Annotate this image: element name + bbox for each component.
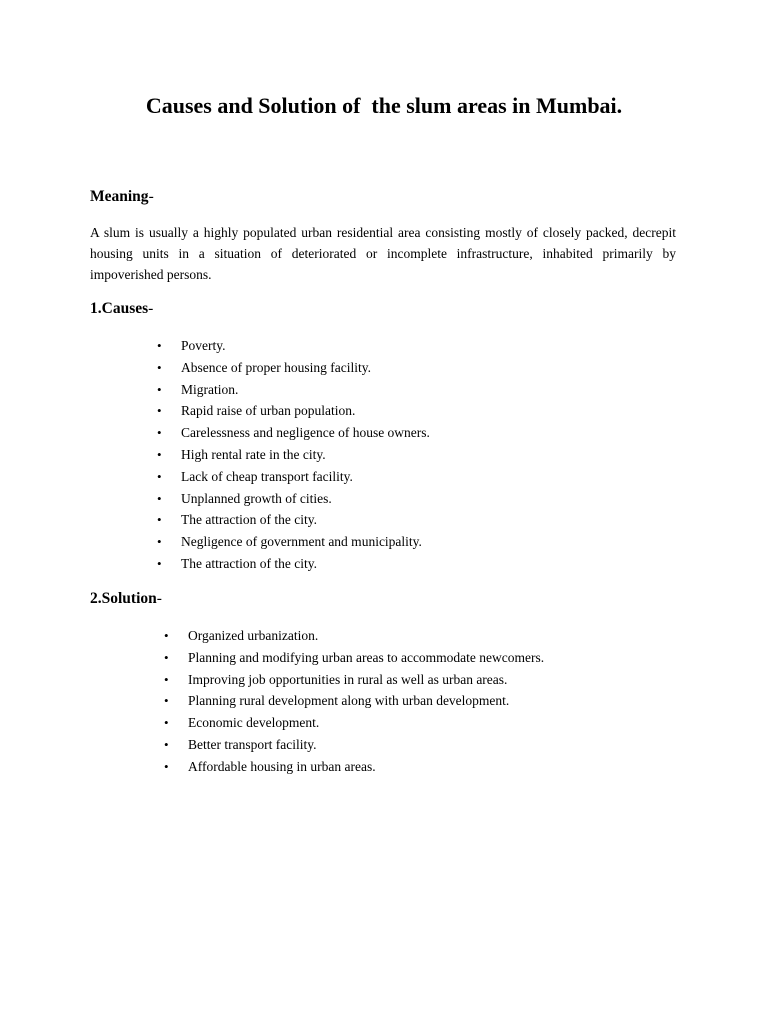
bullet-icon: • <box>157 425 162 441</box>
solution-heading-dash: - <box>156 590 162 607</box>
bullet-icon: • <box>164 628 169 643</box>
solution-heading-label: 2.Solution <box>90 590 157 607</box>
causes-list <box>157 335 430 575</box>
causes-list-item <box>157 488 430 510</box>
causes-list-item <box>157 422 430 444</box>
solution-list-item <box>164 625 544 647</box>
causes-list-item <box>157 400 430 422</box>
causes-list-item <box>157 531 430 553</box>
causes-item-text: Carelessness and negligence of house owners. <box>181 425 430 441</box>
causes-item-text: The attraction of the city. <box>181 555 317 571</box>
bullet-icon: • <box>157 381 162 397</box>
bullet-icon: • <box>157 534 162 550</box>
solution-heading <box>90 590 162 608</box>
solution-list-item <box>164 669 544 691</box>
solution-item-text: Better transport facility. <box>188 736 317 752</box>
causes-heading <box>90 300 153 318</box>
meaning-heading-dash: - <box>148 188 154 205</box>
causes-item-text: Rapid raise of urban population. <box>181 403 356 419</box>
bullet-icon: • <box>157 359 162 375</box>
bullet-icon: • <box>157 468 162 484</box>
causes-heading-dash: - <box>148 300 154 317</box>
solution-list <box>164 625 545 778</box>
solution-list-item <box>164 756 544 778</box>
meaning-heading-label: Meaning <box>90 188 149 205</box>
bullet-icon: • <box>157 403 162 419</box>
solution-item-text: Affordable housing in urban areas. <box>188 758 376 774</box>
bullet-icon: • <box>157 555 162 571</box>
causes-item-text: High rental rate in the city. <box>181 446 326 462</box>
bullet-icon: • <box>157 338 162 353</box>
solution-item-text: Planning rural development along with urban development. <box>188 693 510 709</box>
causes-item-text: Absence of proper housing facility. <box>181 359 371 375</box>
solution-item-text: Planning and modifying urban areas to accommodate newcomers. <box>188 649 545 665</box>
causes-list-item <box>157 379 430 401</box>
causes-item-text: Unplanned growth of cities. <box>181 490 332 506</box>
causes-list-item <box>157 466 430 488</box>
solution-item-text: Economic development. <box>188 715 320 731</box>
causes-heading-label: 1.Causes <box>90 300 149 317</box>
meaning-paragraph: A slum is usually a highly populated urban residential area consisting mostly of closely packed, decrepit housing units in a situation of deteriorated or incomplete infrastructure, inhabited primarily by impoverished persons. <box>90 225 676 282</box>
bullet-icon: • <box>164 671 169 687</box>
causes-item-text: The attraction of the city. <box>181 512 317 528</box>
bullet-icon: • <box>157 512 162 528</box>
causes-item-text: Lack of cheap transport facility. <box>181 468 353 484</box>
bullet-icon: • <box>164 758 169 774</box>
bullet-icon: • <box>164 649 169 665</box>
bullet-icon: • <box>164 715 169 731</box>
document-title: Causes and Solution of the slum areas in Mumbai. <box>145 93 623 118</box>
causes-list-item <box>157 335 430 357</box>
bullet-icon: • <box>157 446 162 462</box>
bullet-icon: • <box>164 693 169 709</box>
causes-item-text: Poverty. <box>181 338 226 353</box>
bullet-icon: • <box>157 490 162 506</box>
causes-list-item <box>157 444 430 466</box>
solution-list-item <box>164 712 544 734</box>
solution-list-item <box>164 690 544 712</box>
solution-list-item <box>164 734 544 756</box>
causes-item-text: Migration. <box>181 381 239 397</box>
bullet-icon: • <box>164 736 169 752</box>
solution-item-text: Organized urbanization. <box>188 628 319 643</box>
solution-list-item <box>164 647 545 669</box>
meaning-heading <box>90 188 154 206</box>
causes-item-text: Negligence of government and municipality. <box>181 534 422 550</box>
causes-list-item <box>157 357 430 379</box>
causes-list-item <box>157 509 430 531</box>
causes-list-item <box>157 553 430 575</box>
solution-item-text: Improving job opportunities in rural as well as urban areas. <box>188 671 508 687</box>
